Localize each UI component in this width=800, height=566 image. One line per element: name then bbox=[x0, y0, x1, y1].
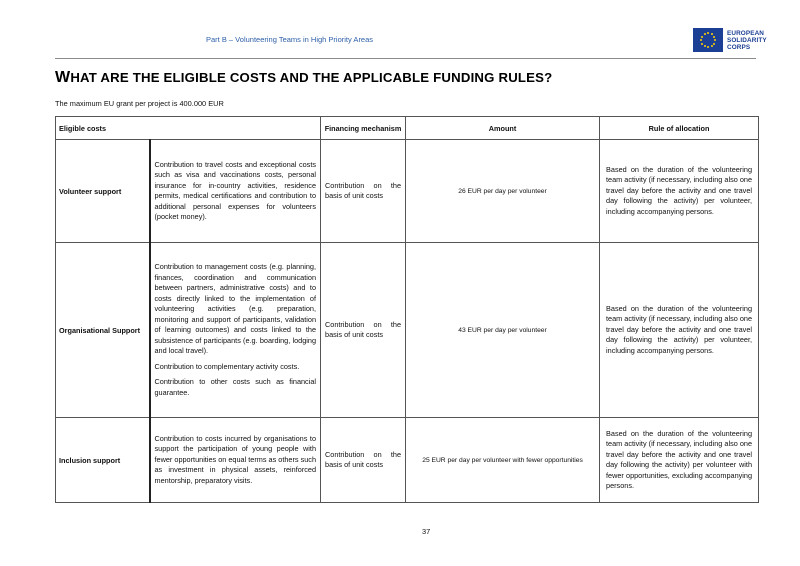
european-solidarity-corps-logo bbox=[693, 27, 775, 53]
eu-star-icon bbox=[700, 39, 702, 41]
table-header-row bbox=[56, 117, 759, 140]
header-part-title: Part B – Volunteering Teams in High Priority Areas bbox=[206, 35, 374, 44]
amount-cell: 25 EUR per day per volunteer with fewer opportunities bbox=[406, 418, 600, 503]
header-amount: Amount bbox=[406, 117, 600, 140]
rule-cell: Based on the duration of the volunteering team activity (if necessary, including also one travel day before the activity and one travel day following the activity) per volunteer, including accompanying persons. bbox=[600, 140, 759, 243]
rule-cell: Based on the duration of the volunteering team activity (if necessary, including also one travel day before the activity and one travel day following the activity) per volunteer, including accompanying persons. bbox=[600, 243, 759, 418]
eu-star-icon bbox=[711, 33, 713, 35]
amount-cell: 26 EUR per day per volunteer bbox=[406, 140, 600, 243]
description-cell: Contribution to management costs (e.g. planning, finances, coordination and communication between partners, administrative costs) and to costs directly linked to the implementation of volunteering activities (e.g. preparation, monitoring and support of participants, validation of learning outcomes) and costs linked to the subsistence of participants (e.g. boarding, lodging and local travel). Contribution to complementary activity costs. Contribution to other costs such as financial guarantee. bbox=[150, 243, 321, 418]
eu-star-icon bbox=[704, 45, 706, 47]
logo-wordmark: EUROPEAN SOLIDARITY CORPS bbox=[727, 29, 767, 51]
amount-cell: 43 EUR per day per volunteer bbox=[406, 243, 600, 418]
eu-star-icon bbox=[704, 33, 706, 35]
eu-star-icon bbox=[713, 43, 715, 45]
eligible-costs-table bbox=[55, 116, 759, 503]
max-grant-text: The maximum EU grant per project is 400.000 EUR bbox=[55, 99, 224, 108]
table-row bbox=[56, 243, 759, 418]
mechanism-cell: Contribution on the basis of unit costs bbox=[321, 418, 406, 503]
description-cell: Contribution to costs incurred by organisations to support the participation of young people with fewer opportunities on equal terms as others such as investment in physical assets, reinforced mentorship, preparatory visits. bbox=[150, 418, 321, 503]
mechanism-cell: Contribution on the basis of unit costs bbox=[321, 243, 406, 418]
page-title: WHAT ARE THE ELIGIBLE COSTS AND THE APPLICABLE FUNDING RULES? bbox=[55, 69, 553, 86]
eu-star-icon bbox=[707, 46, 709, 48]
description-cell: Contribution to travel costs and exceptional costs such as visa and vaccinations costs, personal insurance for in-country activities, residence permits, medical certifications and contribution to additional personal expenses for volunteers (pocket money). bbox=[150, 140, 321, 243]
eu-star-icon bbox=[701, 43, 703, 45]
eu-star-icon bbox=[713, 36, 715, 38]
eu-star-icon bbox=[707, 32, 709, 34]
eu-flag-icon bbox=[693, 28, 723, 52]
eu-star-icon bbox=[711, 45, 713, 47]
category-cell: Volunteer support bbox=[56, 140, 150, 243]
eu-star-icon bbox=[714, 39, 716, 41]
eu-star-icon bbox=[701, 36, 703, 38]
header-divider bbox=[55, 58, 756, 59]
category-cell: Inclusion support bbox=[56, 418, 150, 503]
rule-cell: Based on the duration of the volunteering team activity (if necessary, including also one travel day before the activity and one travel day following the activity) per volunteer with fewer opportunities, excluding accompanying persons. bbox=[600, 418, 759, 503]
mechanism-cell: Contribution on the basis of unit costs bbox=[321, 140, 406, 243]
header-rule-of-allocation: Rule of allocation bbox=[600, 117, 759, 140]
header-financing-mechanism: Financing mechanism bbox=[321, 117, 406, 140]
page-number: 37 bbox=[422, 527, 431, 536]
category-cell: Organisational Support bbox=[56, 243, 150, 418]
table-row bbox=[56, 418, 759, 503]
table-row bbox=[56, 140, 759, 243]
header-eligible-costs: Eligible costs bbox=[56, 117, 321, 140]
